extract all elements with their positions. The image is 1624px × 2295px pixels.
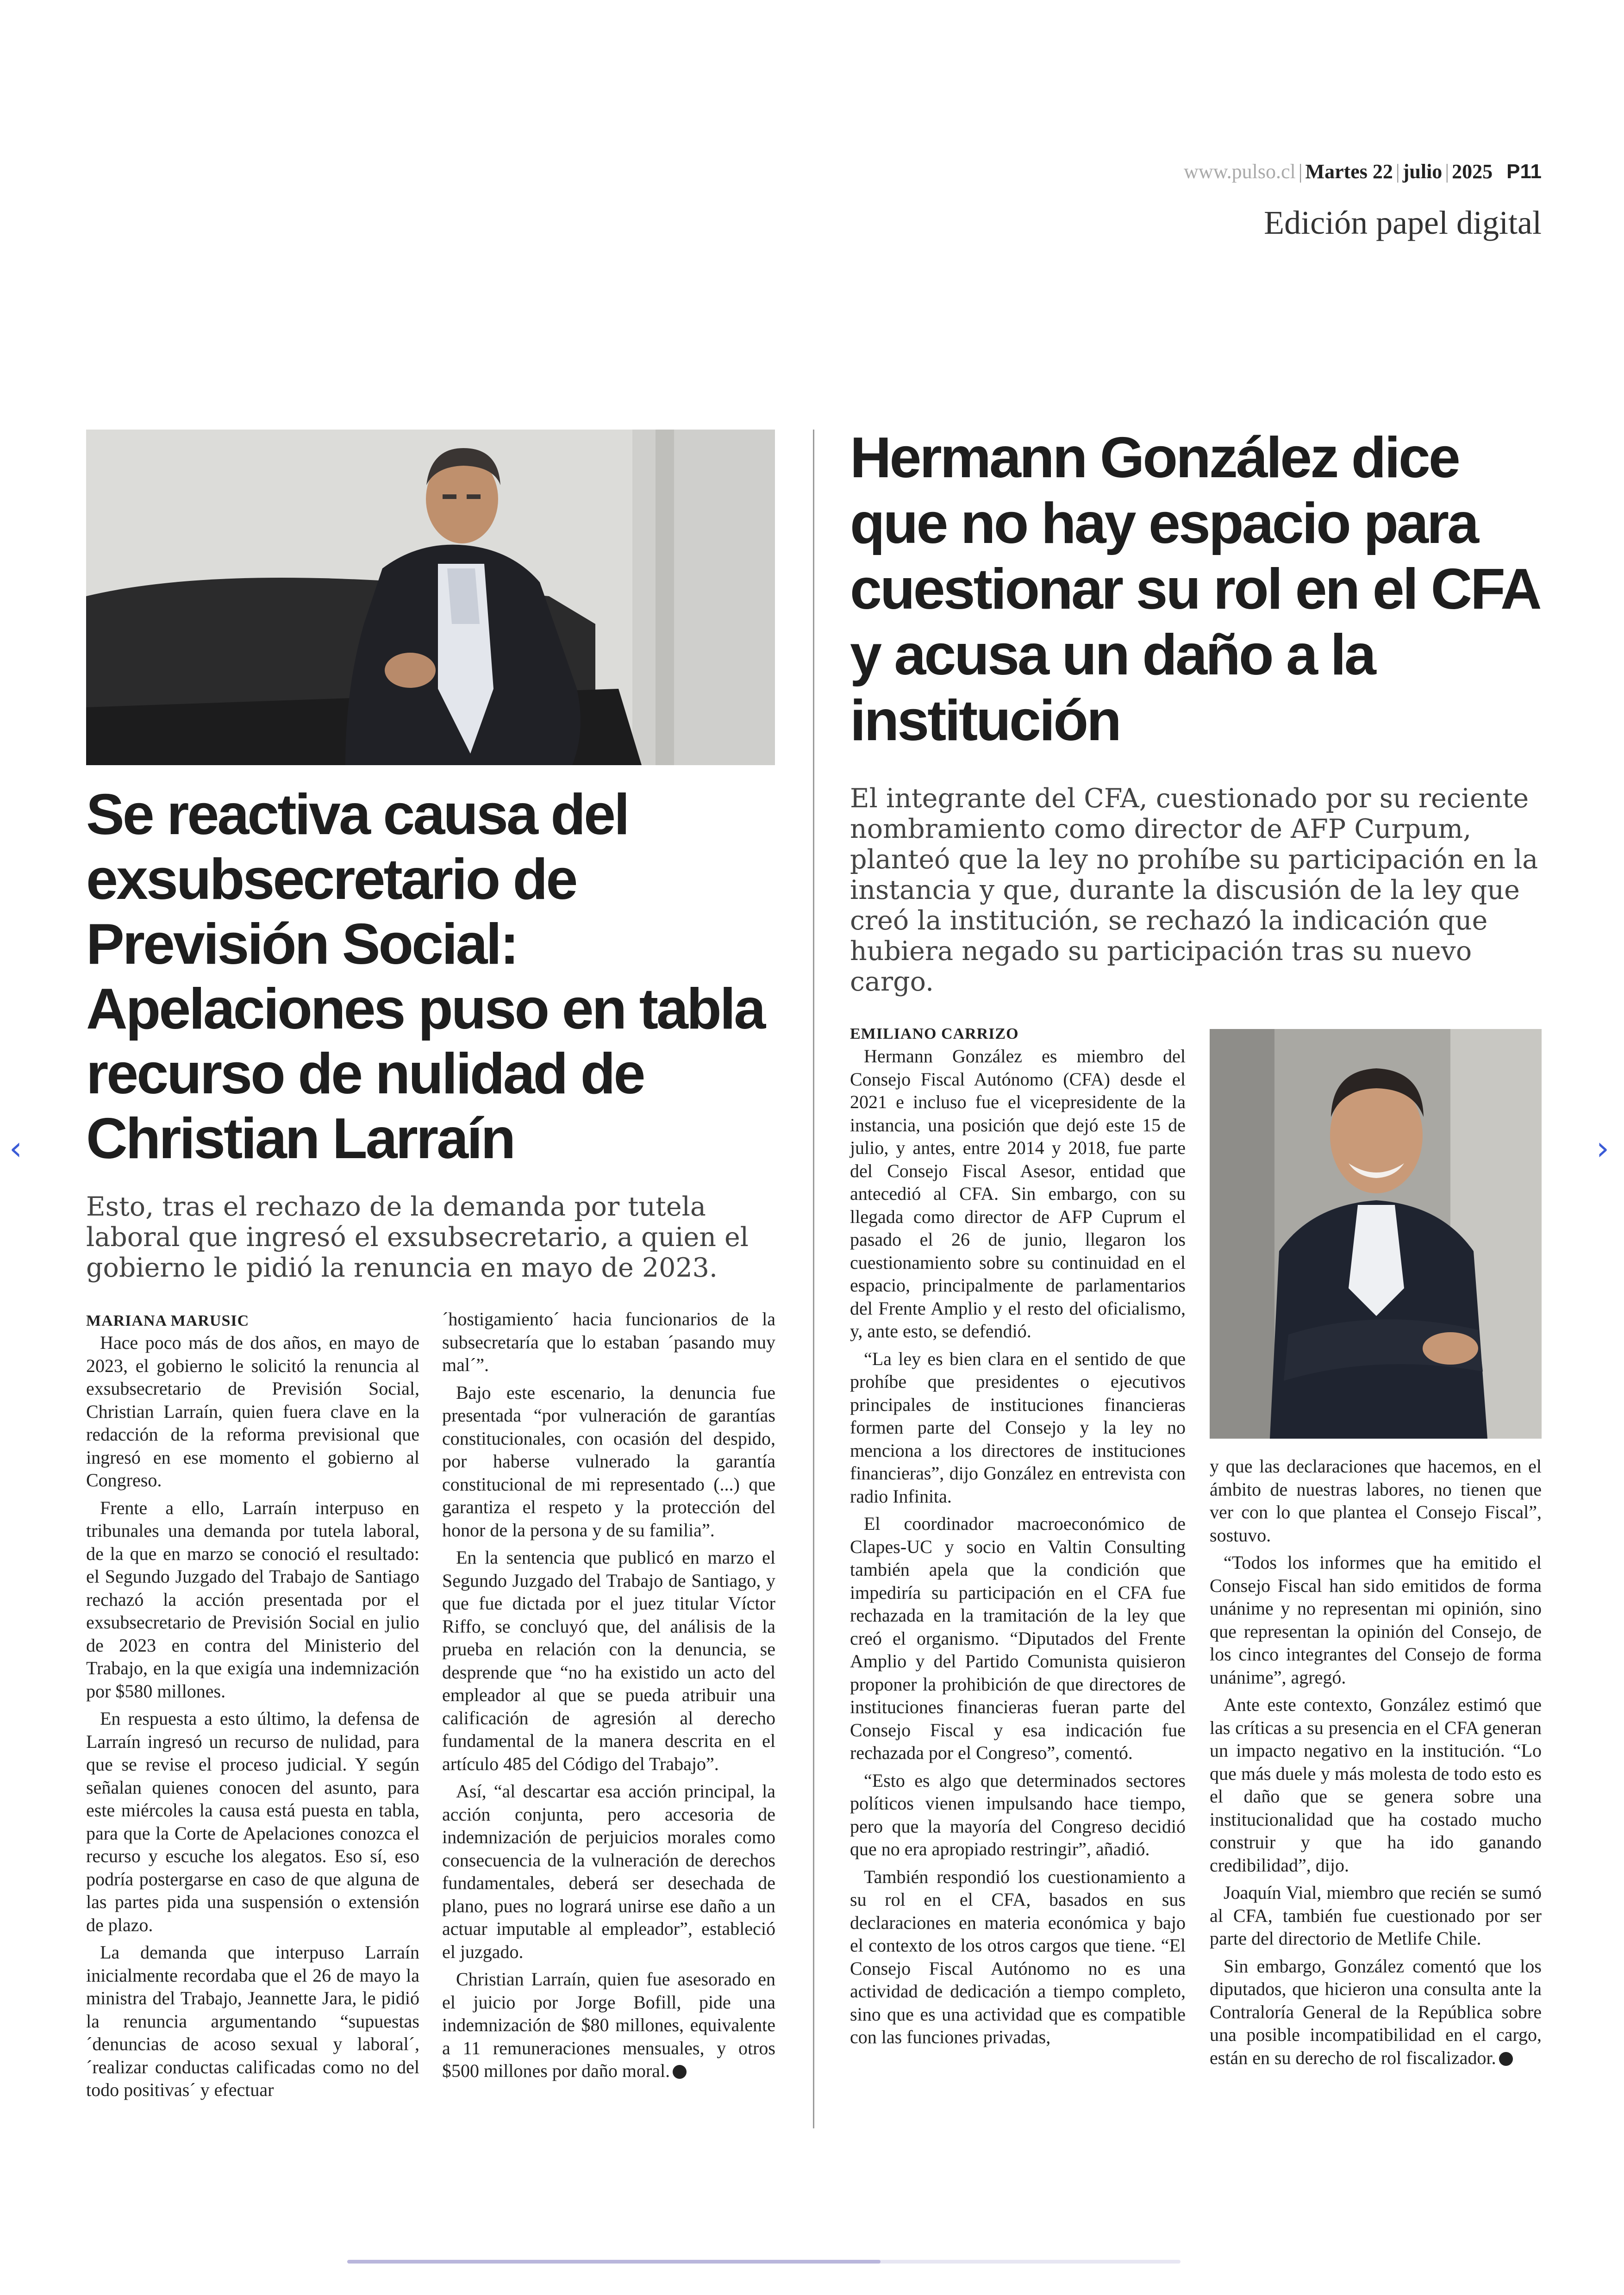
paragraph: En respuesta a esto último, la defensa de Larraín ingresó un recurso de nulidad, para que se revise el proceso judicial. Y según señalan quienes conocen del asunto, para este miércoles la causa está puesta en tabla, para que la Corte de Apelaciones conozca el recurso y escuche los alegatos. Eso sí, eso podría postergarse en caso de que alguna de las partes pida una suspensión o extensión de plazo. bbox=[86, 1708, 419, 1935]
paragraph: Hermann González es miembro del Consejo Fiscal Autónomo (CFA) desde el 2021 e incluso fue el vicepresidente de la instancia, una posición que dejó este 15 de julio, y antes, entre 2014 y 2018, fue parte del Consejo Fiscal Asesor, entidad que antecedió al CFA. Sin embargo, con su llegada como director de AFP Cuprum el pasado el 26 de junio, llegaron los cuestionamiento sobre su continuidad en el espacio, principalmente de parlamentarios del Frente Amplio y el resto del oficialismo, y, ante esto, se defendió. bbox=[850, 1046, 1186, 1341]
paragraph: Así, “al descartar esa acción principal, la acción conjunta, pero accesoria de indemnización de perjuicios morales como consecuencia de la vulneración de derechos fundamentales, deberá ser desechada de plano, pues no logrará unirse ese daño a un actuar imputable al empleador”, estableció el juzgado. bbox=[442, 1781, 775, 1962]
paragraph: Bajo este escenario, la denuncia fue presentada “por vulneración de garantías constitucionales, con ocasión del despido, por haberse vulnerado la garantía constitucional de mi representado (...) que garantiza el respeto y la protección del honor de la persona y de su familia”. bbox=[442, 1382, 775, 1540]
paragraph: Sin embargo, González comentó que los diputados, que hicieron una consulta ante la Contraloría General de la República sobre una posible incompatibilidad en el cargo, están en su derecho de rol fiscalizador. bbox=[1210, 1955, 1542, 2068]
date-year: 2025 bbox=[1452, 160, 1493, 183]
previous-page-icon[interactable]: ‹ bbox=[9, 1129, 22, 1167]
end-of-article-icon bbox=[673, 2065, 687, 2079]
column-divider bbox=[813, 430, 814, 2128]
right-article-byline: EMILIANO CARRIZO bbox=[850, 1025, 1019, 1042]
right-article-column-2 bbox=[1210, 1455, 1542, 2074]
page-progress-bar[interactable] bbox=[347, 2260, 1181, 2264]
date-day: Martes 22 bbox=[1305, 160, 1393, 183]
right-article-column-1 bbox=[850, 1045, 1186, 2053]
date-month: julio bbox=[1402, 160, 1443, 183]
paragraph: En la sentencia que publicó en marzo el Segundo Juzgado del Trabajo de Santiago, y que fue dictada por el juez titular Víctor Riffo, se concluyó que, del análisis de la prueba en relación con la denuncia, se desprende que “no ha existido un acto del empleador al que se pueda atribuir una calificación de agresión al derecho fundamental de la manera descrita en el artículo 485 del Código del Trabajo”. bbox=[442, 1547, 775, 1774]
paragraph: y que las declaraciones que hacemos, en el ámbito de nuestras labores, no tienen que ver con lo que plantea el Consejo Fiscal”, sostuvo. bbox=[1210, 1456, 1542, 1546]
paragraph: “Esto es algo que determinados sectores políticos vienen impulsando hace tiempo, pero que la mayoría del Congreso decidió que no era apropiado restringir”, añadió. bbox=[850, 1770, 1186, 1859]
paragraph: La demanda que interpuso Larraín inicialmente recordaba que el 26 de mayo la ministra del Trabajo, Jeannette Jara, le pidió la renuncia argumentando “supuestas ´denuncias de acoso sexual y laboral´, ´realizar conductas calificadas como no del todo positivas´ y efectuar bbox=[86, 1942, 419, 2100]
paragraph: Frente a ello, Larraín interpuso en tribunales una demanda por tutela laboral, de la que en marzo se conoció el resultado: el Segundo Juzgado del Trabajo de Santiago rechazó la acción presentada por el exsubsecretario de Previsión Social en julio de 2023 en contra del Ministerio del Trabajo, en la que exigía una indemnización por $580 millones. bbox=[86, 1497, 419, 1702]
left-article-deck: Esto, tras el rechazo de la demanda por tutela laboral que ingresó el exsubsecretario, a quien el gobierno le pidió la renuncia en mayo de 2023. bbox=[86, 1191, 749, 1283]
gonzalez-photo bbox=[1210, 1029, 1542, 1439]
masthead-line: www.pulso.cl | Martes 22 | julio | 2025 P11 bbox=[1184, 160, 1542, 183]
page-progress-fill bbox=[347, 2260, 881, 2264]
paragraph: Christian Larraín, quien fue asesorado en el juicio por Jorge Bofill, pide una indemnización de $80 millones, equivalente a 11 remuneraciones mensuales, y otros $500 millones por daño moral. bbox=[442, 1969, 775, 2081]
larrain-photo bbox=[86, 430, 775, 765]
paragraph: Hace poco más de dos años, en mayo de 2023, el gobierno le solicitó la renuncia al exsubsecretario de Previsión Social, Christian Larraín, quien fuera clave en la redacción de la reforma previsional que ingresó en ese momento el gobierno al Congreso. bbox=[86, 1332, 419, 1491]
left-article-column-1 bbox=[86, 1331, 419, 2106]
right-article-deck: El integrante del CFA, cuestionado por su reciente nombramiento como director de AFP Curpum, planteó que la ley no prohíbe su participación en la instancia y que, durante la discusión de la ley que creó la institución, se rechazó la indicación que hubiera negado su participación tras su nuevo cargo. bbox=[850, 783, 1538, 997]
end-of-article-icon bbox=[1499, 2052, 1513, 2066]
paragraph: “Todos los informes que ha emitido el Consejo Fiscal han sido emitidos de forma unánime y no representan mi opinión, sino que representan la opinión del Consejo, de los cinco integrantes del Consejo de forma unánime”, agregó. bbox=[1210, 1552, 1542, 1688]
left-article-byline: MARIANA MARUSIC bbox=[86, 1312, 250, 1329]
edition-label: Edición papel digital bbox=[1264, 204, 1542, 241]
paragraph: Ante este contexto, González estimó que las críticas a su presencia en el CFA generan un impacto negativo en la institución. “Lo que más duele y más molesta de todo esto es el daño que se genera sobre una institucionalidad que ha costado mucho construir y que ha ido ganando credibilidad”, dijo. bbox=[1210, 1694, 1542, 1876]
site-url: www.pulso.cl bbox=[1184, 160, 1296, 183]
next-page-icon[interactable]: › bbox=[1596, 1129, 1609, 1167]
page-number: P11 bbox=[1506, 160, 1542, 183]
left-article-column-2 bbox=[442, 1308, 775, 2087]
paragraph: Joaquín Vial, miembro que recién se sumó al CFA, también fue cuestionado por ser parte del directorio de Metlife Chile. bbox=[1210, 1882, 1542, 1949]
paragraph: ´hostigamiento´ hacia funcionarios de la subsecretaría que lo estaban ´pasando muy mal´”. bbox=[442, 1309, 775, 1375]
left-article-headline: Se reactiva causa del exsubsecretario de Previsión Social: Apelaciones puso en tabla recurso de nulidad de Christian Larraín bbox=[86, 783, 764, 1171]
paragraph: El coordinador macroeconómico de Clapes-UC y socio en Valtin Consulting también apela que la condición que impediría su participación en el CFA fue rechazada en la tramitación de la ley que creó el organismo. “Diputados del Frente Amplio y del Partido Comunista quisieron proponer la prohibición de que directores de instituciones financieras fueran parte del Consejo Fiscal y esa indicación fue rechazada por el Congreso”, comentó. bbox=[850, 1513, 1186, 1763]
paragraph: También respondió los cuestionamiento a su rol en el CFA, basados en sus declaraciones en materia económica y bajo el contexto de los otros cargos que tiene. “El Consejo Fiscal Autónomo no es una actividad de dedicación a tiempo completo, sino que es una actividad que es compatible con las funciones privadas, bbox=[850, 1866, 1186, 2047]
right-article-headline: Hermann González dice que no hay espacio para cuestionar su rol en el CFA y acusa un daño a la institución bbox=[850, 426, 1538, 753]
paragraph: “La ley es bien clara en el sentido de que prohíbe que presidentes o ejecutivos principales de instituciones financieras formen parte del Consejo y la ley no menciona a los directores de instituciones financieras”, dijo González en entrevista con radio Infinita. bbox=[850, 1348, 1186, 1507]
